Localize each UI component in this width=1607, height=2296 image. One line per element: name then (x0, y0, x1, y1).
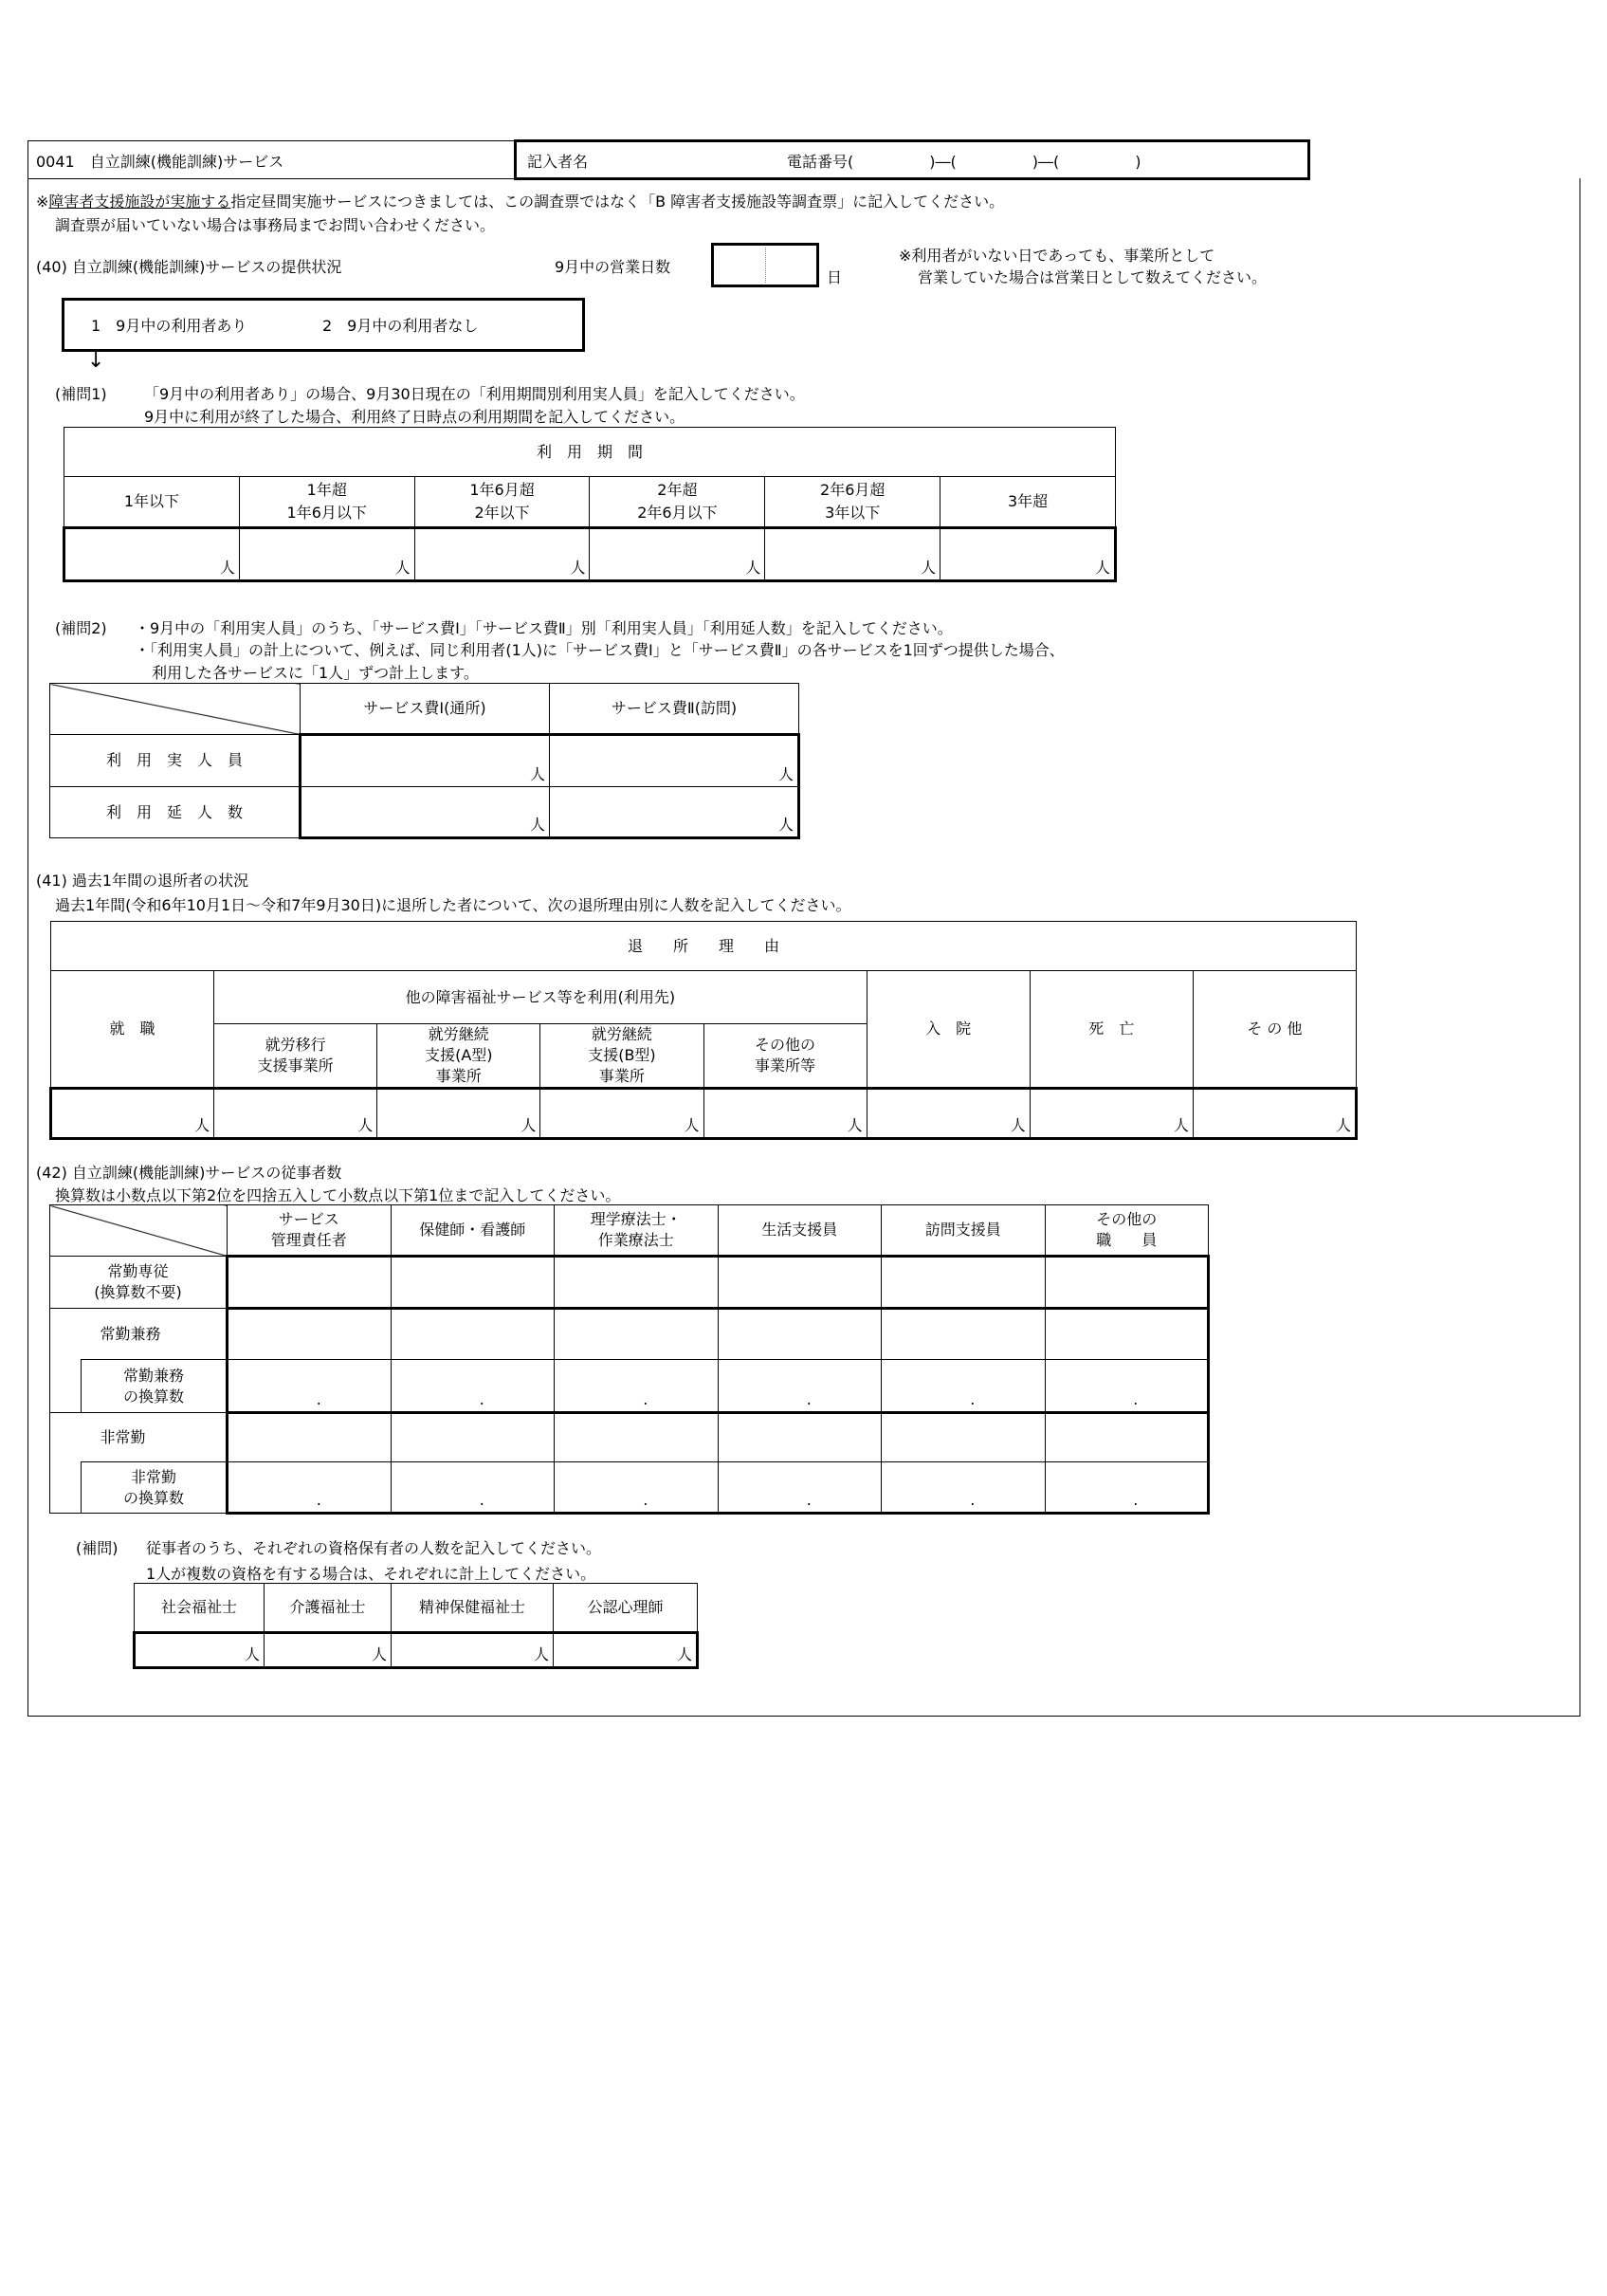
discharge-count-input[interactable]: 人 (1030, 1089, 1193, 1139)
period-line-1: 3年超 (1007, 492, 1049, 510)
period-column-header (765, 477, 940, 528)
converted-count-input[interactable]: . (1045, 1462, 1209, 1514)
discharge-count-input[interactable]: 人 (377, 1089, 540, 1139)
other-service-header: 他の障害福祉サービス等を利用(利用先) (214, 971, 867, 1024)
qualification-header: 社会福祉士 (135, 1584, 265, 1633)
converted-count-input[interactable]: . (391, 1462, 555, 1514)
sub1-label: (補問1) (55, 385, 107, 403)
sub2-label: (補問2) (55, 619, 107, 637)
option-no-users[interactable]: 2 9月中の利用者なし (322, 317, 479, 335)
sub3-label: (補問) (76, 1539, 119, 1557)
sub2-line-1: ・9月中の「利用実人員」のうち、「サービス費Ⅰ」「サービス費Ⅱ」別「利用実人員」「利用延人数」を記入してください。 (135, 619, 953, 637)
hospital-header: 入 院 (867, 971, 1030, 1089)
staff-type-header: サービス 管理責任者 (228, 1205, 392, 1257)
staff-count-input[interactable] (882, 1309, 1046, 1360)
period-column-header (940, 477, 1116, 528)
phone-number-field[interactable]: 電話番号( )―( )―( ) (787, 153, 1141, 171)
business-days-input[interactable] (711, 243, 819, 287)
row-header: 常勤兼務 (82, 1309, 228, 1360)
staff-type-header: 保健師・看護師 (391, 1205, 555, 1257)
sub3-line-1: 従事者のうち、それぞれの資格保有者の人数を記入してください。 (146, 1539, 602, 1557)
staff-count-input[interactable] (882, 1413, 1046, 1462)
discharge-count-input[interactable]: 人 (51, 1089, 214, 1139)
diagonal-corner-cell (50, 1205, 228, 1257)
period-count-input[interactable]: 人 (239, 528, 414, 581)
other-service-column-header: 就労継続 支援(A型) 事業所 (377, 1024, 540, 1089)
notice-line-2: 調査票が届いていない場合は事務局までお問い合わせください。 (55, 216, 496, 234)
discharge-count-input[interactable]: 人 (214, 1089, 377, 1139)
staff-type-header: 訪問支援員 (882, 1205, 1046, 1257)
staff-type-header: その他の 職 員 (1045, 1205, 1209, 1257)
input-cell[interactable]: 人 (550, 735, 799, 787)
staff-count-input[interactable] (555, 1309, 719, 1360)
notice-line-1 (36, 190, 1004, 211)
period-line-1: 1年6月超 (469, 481, 535, 499)
q42-title: (42) 自立訓練(機能訓練)サービスの従事者数 (36, 1164, 342, 1182)
row-header: 利 用 実 人 員 (50, 735, 301, 787)
arrow-down-icon: ↓ (87, 349, 105, 373)
converted-count-input[interactable]: . (718, 1360, 882, 1413)
period-column-header (414, 477, 590, 528)
q40-title: (40) 自立訓練(機能訓練)サービスの提供状況 (36, 258, 342, 276)
sub2-line-3: 利用した各サービスに「1人」ずつ計上します。 (152, 664, 479, 682)
staff-count-input[interactable] (1045, 1309, 1209, 1360)
discharge-count-input[interactable]: 人 (540, 1089, 703, 1139)
business-days-label: 9月中の営業日数 (555, 258, 671, 276)
period-column-header (590, 477, 765, 528)
period-count-input[interactable]: 人 (940, 528, 1116, 581)
business-days-note-2: 営業していた場合は営業日として数えてください。 (918, 268, 1268, 286)
usage-period-table (63, 427, 1117, 582)
column-header: サービス費Ⅰ(通所) (301, 684, 550, 735)
discharge-count-input[interactable]: 人 (867, 1089, 1030, 1139)
discharge-reason-table (49, 921, 1358, 1140)
converted-count-input[interactable]: . (882, 1360, 1046, 1413)
qualification-header: 介護福祉士 (265, 1584, 392, 1633)
discharge-count-input[interactable]: 人 (1193, 1089, 1356, 1139)
sub3-line-2: 1人が複数の資格を有する場合は、それぞれに計上してください。 (146, 1565, 596, 1583)
period-line-1: 2年超 (657, 481, 698, 499)
other-service-column-header: 就労継続 支援(B型) 事業所 (540, 1024, 703, 1089)
usage-period-header: 利 用 期 間 (64, 428, 1116, 477)
qualification-header: 精神保健福祉士 (392, 1584, 554, 1633)
staff-count-input[interactable] (228, 1257, 392, 1309)
period-line-1: 2年6月超 (820, 481, 886, 499)
period-line-1: 1年超 (306, 481, 347, 499)
staff-type-header: 生活支援員 (718, 1205, 882, 1257)
staff-count-input[interactable] (718, 1257, 882, 1309)
other-service-column-header: その他の 事業所等 (703, 1024, 867, 1089)
sub2-line-2: ・「利用実人員」の計上について、例えば、同じ利用者(1人)に「サービス費Ⅰ」と「サービス費Ⅱ」の各サービスを1回ずつ提供した場合、 (135, 641, 1065, 659)
staff-count-input[interactable] (718, 1309, 882, 1360)
converted-count-input[interactable]: . (391, 1360, 555, 1413)
staff-count-input[interactable] (391, 1309, 555, 1360)
staff-count-input[interactable] (1045, 1413, 1209, 1462)
converted-count-input[interactable]: . (1045, 1360, 1209, 1413)
row-header: 非常勤 (82, 1413, 228, 1462)
business-days-note-1: ※利用者がいない日であっても、事業所として (899, 247, 1215, 265)
period-count-input[interactable]: 人 (765, 528, 940, 581)
other-header: そ の 他 (1193, 971, 1356, 1089)
row-header: 利 用 延 人 数 (50, 787, 301, 838)
sub1-line-1: 「9月中の利用者あり」の場合、9月30日現在の「利用期間別利用実人員」を記入してください。 (144, 385, 805, 403)
converted-count-input[interactable]: . (228, 1360, 392, 1413)
death-header: 死 亡 (1030, 971, 1193, 1089)
qualification-header: 公認心理師 (554, 1584, 698, 1633)
period-count-input[interactable]: 人 (64, 528, 240, 581)
converted-count-input[interactable]: . (718, 1462, 882, 1514)
period-line-2: 1年6月以下 (286, 504, 367, 522)
staff-type-header: 理学療法士・ 作業療法士 (555, 1205, 719, 1257)
input-cell[interactable]: 人 (550, 787, 799, 838)
row-group-spacer (50, 1309, 82, 1413)
converted-count-input[interactable]: . (882, 1462, 1046, 1514)
staff-count-input[interactable] (228, 1309, 392, 1360)
qualification-table (133, 1583, 699, 1669)
qualification-count-input[interactable]: 人 (265, 1633, 392, 1668)
row-header: 常勤専従 (換算数不要) (50, 1257, 228, 1309)
period-line-1: 1年以下 (123, 492, 179, 510)
staff-count-input[interactable] (1045, 1257, 1209, 1309)
period-count-input[interactable]: 人 (590, 528, 765, 581)
staff-count-input[interactable] (391, 1413, 555, 1462)
q42-line: 換算数は小数点以下第2位を四捨五入して小数点以下第1位まで記入してください。 (55, 1186, 621, 1204)
period-column-header (64, 477, 240, 528)
converted-count-input[interactable]: . (228, 1462, 392, 1514)
period-count-input[interactable]: 人 (414, 528, 590, 581)
staff-count-input[interactable] (555, 1257, 719, 1309)
staff-count-input[interactable] (882, 1257, 1046, 1309)
qualification-count-input[interactable]: 人 (554, 1633, 698, 1668)
period-column-header (239, 477, 414, 528)
row-group-spacer (50, 1413, 82, 1514)
qualification-count-input[interactable]: 人 (392, 1633, 554, 1668)
period-line-2: 2年以下 (474, 504, 530, 522)
diagonal-corner-cell (50, 684, 301, 735)
converted-count-input[interactable]: . (555, 1360, 719, 1413)
staff-count-input[interactable] (391, 1257, 555, 1309)
other-service-column-header: 就労移行 支援事業所 (214, 1024, 377, 1089)
staff-count-input[interactable] (555, 1413, 719, 1462)
employment-header: 就 職 (51, 971, 214, 1089)
period-line-2: 3年以下 (825, 504, 881, 522)
row-header: 非常勤 の換算数 (82, 1462, 228, 1514)
notice-underlined: 障害者支援施設が実施する (48, 193, 231, 211)
row-header: 常勤兼務 の換算数 (82, 1360, 228, 1413)
q41-line: 過去1年間(令和6年10月1日～令和7年9月30日)に退所した者について、次の退所理由別に人数を記入してください。 (55, 896, 851, 914)
converted-count-input[interactable]: . (555, 1462, 719, 1514)
notice-rest: 指定昼間実施サービスにつきましては、この調査票ではなく「B 障害者支援施設等調査票」に記入してください。 (230, 193, 1005, 211)
period-line-2: 2年6月以下 (637, 504, 718, 522)
service-fee-table (49, 683, 800, 839)
business-days-unit: 日 (827, 268, 843, 286)
writer-name-field[interactable]: 記入者名 (527, 153, 589, 171)
staff-count-table (49, 1204, 1210, 1515)
discharge-count-input[interactable]: 人 (703, 1089, 867, 1139)
q41-title: (41) 過去1年間の退所者の状況 (36, 872, 249, 890)
notice-mark: ※ (36, 193, 49, 211)
qualification-count-input[interactable]: 人 (135, 1633, 265, 1668)
option-users-present[interactable]: 1 9月中の利用者あり (91, 317, 247, 335)
sub1-line-2: 9月中に利用が終了した場合、利用終了日時点の利用期間を記入してください。 (144, 408, 685, 426)
staff-count-input[interactable] (228, 1413, 392, 1462)
discharge-reason-header: 退 所 理 由 (51, 922, 1357, 971)
input-cell[interactable]: 人 (301, 787, 550, 838)
form-title: 0041 自立訓練(機能訓練)サービス (36, 153, 284, 171)
column-header: サービス費Ⅱ(訪問) (550, 684, 799, 735)
staff-count-input[interactable] (718, 1413, 882, 1462)
input-cell[interactable]: 人 (301, 735, 550, 787)
